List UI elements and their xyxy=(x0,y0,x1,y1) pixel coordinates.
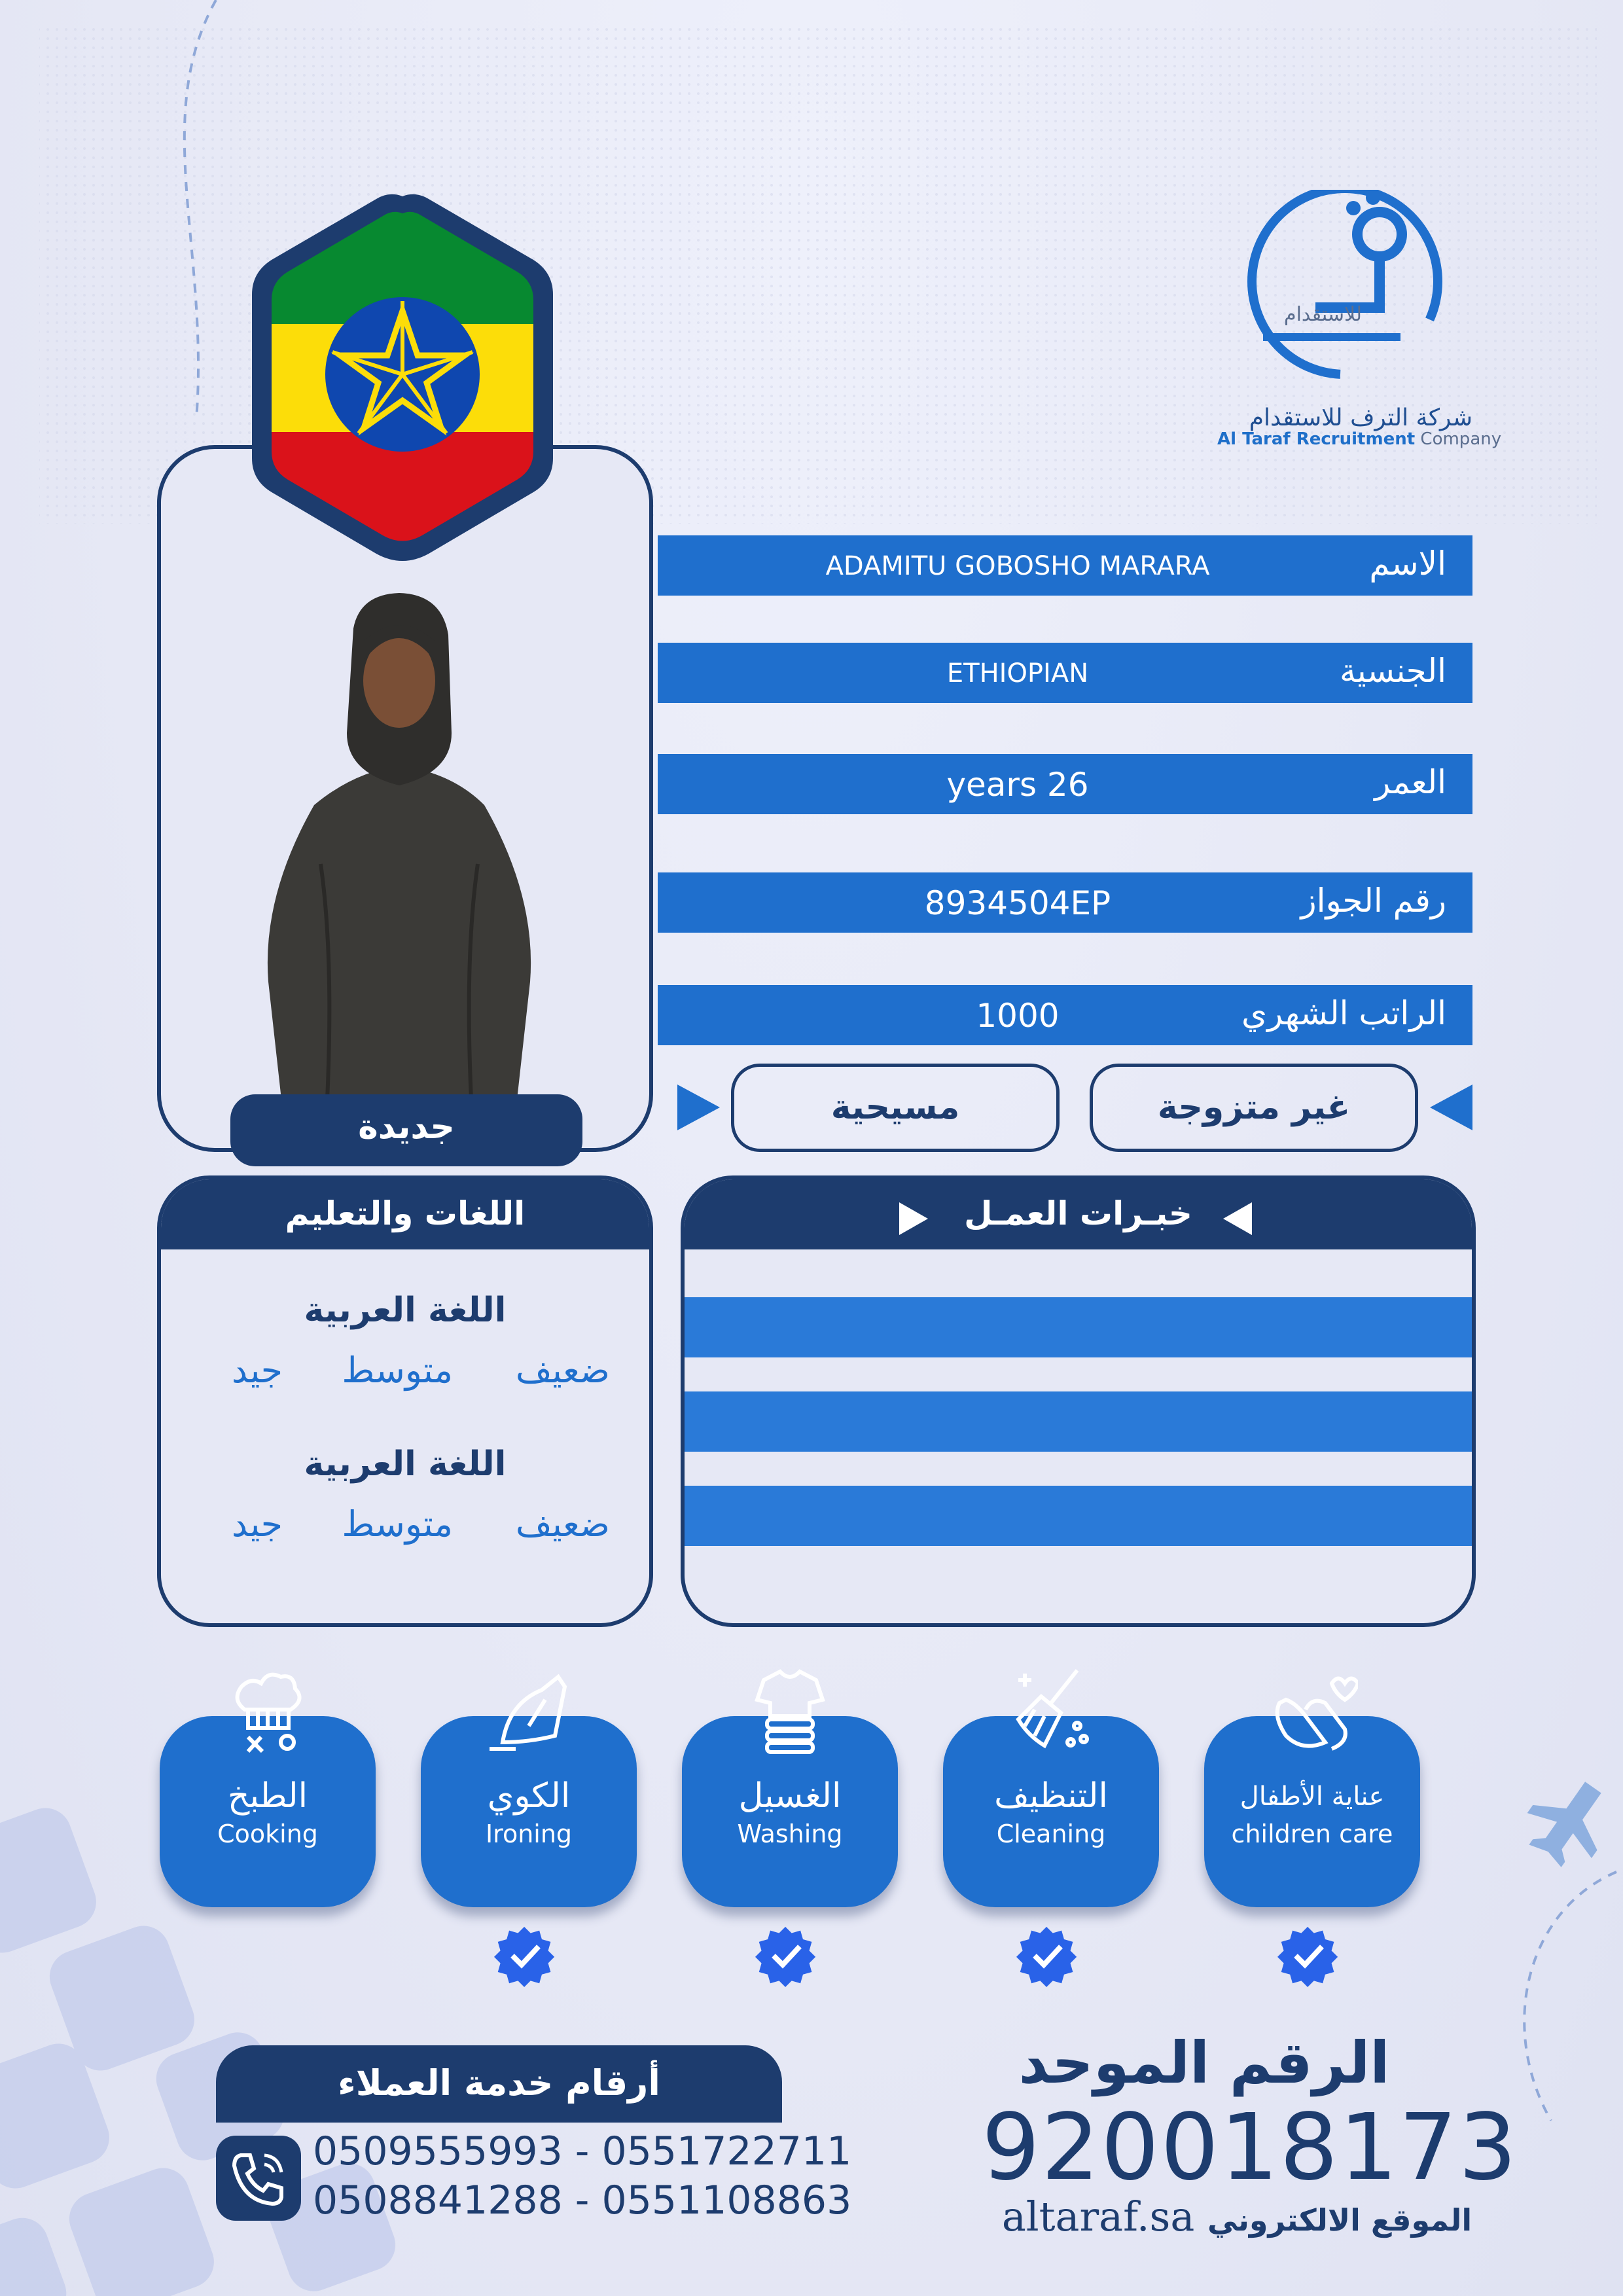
field-name-value: ADAMITU GOBOSHO MARARA xyxy=(825,551,1210,581)
languages-panel-title: اللغات والتعليم xyxy=(161,1179,649,1249)
arrow-left-icon xyxy=(674,1081,723,1134)
arrow-right-icon xyxy=(1427,1081,1476,1134)
field-nationality xyxy=(658,643,1472,703)
skill-ironing xyxy=(421,1716,637,1907)
language-name: اللغة العربية xyxy=(304,1444,507,1484)
field-passport-label: رقم الجواز xyxy=(1300,882,1446,920)
skill-cooking-ar: الطبخ xyxy=(227,1776,308,1816)
experience-row xyxy=(685,1486,1472,1546)
check-badge-icon xyxy=(1277,1924,1340,1987)
language-level-weak: ضعيف xyxy=(515,1350,610,1391)
worker-photo xyxy=(255,589,543,1100)
website-link[interactable]: altaraf.sa xyxy=(1001,2193,1195,2240)
field-age-value: years 26 xyxy=(946,766,1089,804)
language-level-good: جيد xyxy=(231,1350,283,1391)
field-name-label: الاسم xyxy=(1369,545,1446,583)
unified-number-title: الرقم الموحد xyxy=(1018,2029,1390,2096)
arrow-left-icon xyxy=(1218,1199,1257,1238)
website-line xyxy=(1001,2193,1472,2240)
religion-pill: مسيحية xyxy=(731,1064,1060,1152)
unified-number[interactable]: 920018173 xyxy=(982,2094,1518,2201)
field-passport-value: 8934504EP xyxy=(924,884,1111,922)
field-nationality-label: الجنسية xyxy=(1340,652,1446,690)
skill-cleaning-en: Cleaning xyxy=(996,1820,1106,1848)
language-level-good: جيد xyxy=(231,1503,283,1545)
iron-icon xyxy=(483,1664,575,1755)
check-badge-icon xyxy=(755,1924,818,1987)
skill-children-care xyxy=(1204,1716,1420,1907)
skill-ironing-en: Ironing xyxy=(485,1820,573,1848)
chef-hat-icon xyxy=(222,1664,313,1755)
website-label: الموقع الالكتروني xyxy=(1207,2202,1472,2238)
experience-panel xyxy=(681,1175,1476,1627)
phone-numbers-line-2[interactable]: 0508841288 - 0551108863 xyxy=(313,2178,852,2223)
company-name-english-bold: Al Taraf Recruitment xyxy=(1217,429,1416,449)
skill-children-care-ar: عناية الأطفال xyxy=(1240,1782,1385,1812)
company-name-english xyxy=(1217,429,1502,449)
skill-ironing-ar: الكوي xyxy=(487,1776,571,1816)
marital-status-pill: غير متزوجة xyxy=(1090,1064,1418,1152)
company-name-arabic: شركة الترف للاستقدام xyxy=(1249,404,1472,431)
status-badge: جديدة xyxy=(230,1094,582,1166)
skill-cooking xyxy=(160,1716,376,1907)
hands-icon xyxy=(1266,1664,1358,1755)
field-salary-label: الراتب الشهري xyxy=(1241,994,1446,1032)
skill-cooking-en: Cooking xyxy=(217,1820,318,1848)
customer-service-title: أرقام خدمة العملاء xyxy=(216,2045,782,2123)
field-salary-value: 1000 xyxy=(976,997,1060,1035)
language-level-medium: متوسط xyxy=(342,1503,453,1545)
ethiopia-flag-badge xyxy=(236,190,569,563)
field-age-label: العمر xyxy=(1374,763,1446,801)
phone-numbers-line-1[interactable]: 0509555993 - 0551722711 xyxy=(313,2128,852,2174)
skill-washing-ar: الغسيل xyxy=(738,1776,842,1816)
logo-mark-text: للاستقدام xyxy=(1284,303,1363,326)
laundry-icon xyxy=(744,1664,836,1755)
languages-panel xyxy=(157,1175,653,1627)
check-badge-icon xyxy=(1016,1924,1079,1987)
field-name xyxy=(658,535,1472,596)
field-age xyxy=(658,754,1472,814)
experience-panel-title: خبـرات العمـل xyxy=(685,1179,1472,1249)
language-level-medium: متوسط xyxy=(342,1350,453,1391)
company-logo xyxy=(1237,190,1453,399)
arrow-right-icon xyxy=(894,1199,933,1238)
broom-icon xyxy=(1005,1664,1097,1755)
skill-washing-en: Washing xyxy=(737,1820,843,1848)
experience-row xyxy=(685,1297,1472,1357)
field-passport xyxy=(658,872,1472,933)
field-salary xyxy=(658,985,1472,1045)
phone-icon-box xyxy=(216,2136,301,2221)
experience-row xyxy=(685,1391,1472,1452)
language-level-weak: ضعيف xyxy=(515,1503,610,1545)
language-name: اللغة العربية xyxy=(304,1291,507,1330)
field-nationality-value: ETHIOPIAN xyxy=(946,658,1089,689)
skill-washing xyxy=(682,1716,898,1907)
company-name-english-light: Company xyxy=(1420,429,1502,449)
check-badge-icon xyxy=(494,1924,557,1987)
phone-icon xyxy=(216,2136,301,2221)
skill-cleaning-ar: التنظيف xyxy=(994,1776,1108,1816)
skill-children-care-en: children care xyxy=(1231,1820,1393,1848)
skill-cleaning xyxy=(943,1716,1159,1907)
